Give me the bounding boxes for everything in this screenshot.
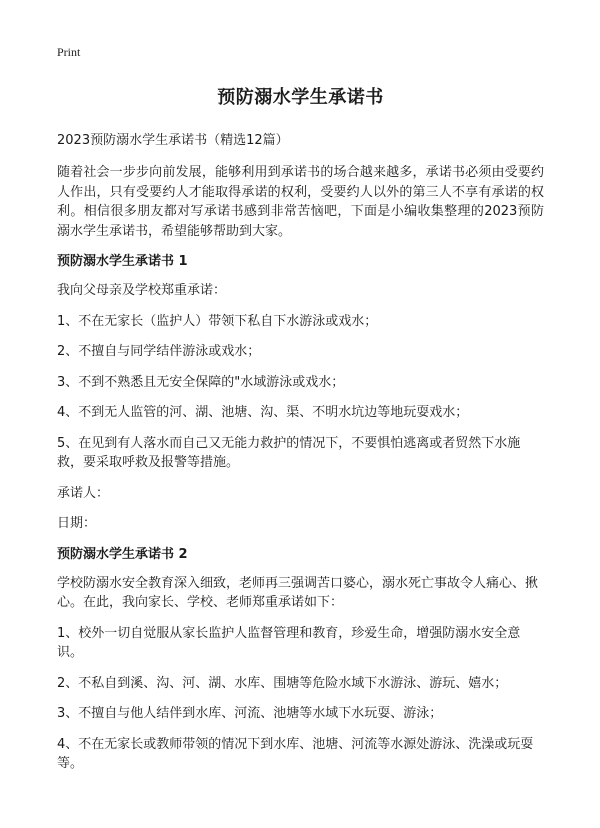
section-1-item-2: 2、不擅自与同学结伴游泳或戏水； bbox=[57, 344, 261, 359]
section-1-item-5: 5、在见到有人落水而自己又无能力救护的情况下，不要惧怕逃离或者贸然下水施救，要采取呼救及报警等措施。 bbox=[57, 435, 521, 470]
page-title: 预防溺水学生承诺书 bbox=[217, 87, 384, 108]
section-1-lead: 我向父母亲及学校郑重承诺： bbox=[57, 283, 227, 298]
section-2-lead: 学校防溺水安全教育深入细致，老师再三强调苦口婆心，溺水死亡事故令人痛心、揪心。在此，我向家长、学校、老师郑重承诺如下： bbox=[57, 575, 539, 610]
section-1-heading: 预防溺水学生承诺书 1 bbox=[57, 254, 188, 269]
section-2-item-4: 4、不在无家长或教师带领的情况下到水库、池塘、河流等水源处游泳、洗澡或玩耍等。 bbox=[57, 736, 534, 771]
section-2-item-2: 2、不私自到溪、沟、河、湖、水库、围塘等危险水域下水游泳、游玩、嬉水； bbox=[57, 675, 508, 691]
section-2-item-3: 3、不擅自与他人结伴到水库、河流、池塘等水域下水玩耍、游泳； bbox=[57, 706, 443, 721]
section-2-item-1: 1、校外一切自觉服从家长监护人监督管理和教育，珍爱生命，增强防溺水安全意识。 bbox=[57, 625, 521, 660]
section-1-item-1: 1、不在无家长（监护人）带领下私自下水游泳或戏水； bbox=[57, 313, 378, 329]
section-2-heading: 预防溺水学生承诺书 2 bbox=[57, 546, 188, 562]
print-link[interactable]: Print bbox=[57, 45, 81, 59]
section-1-item-3: 3、不到不熟悉且无安全保障的"水域游泳或戏水； bbox=[57, 374, 345, 390]
intro-paragraph: 随着社会一步步向前发展，能够利用到承诺书的场合越来越多，承诺书必须由受要约人作出，只有受要约人才能取得承诺的权利，受要约人以外的第三人不享有承诺的权利。相信很多朋友都对写承诺书感到非常苦恼吧，下面是小编收集整理的2023预防溺水学生承诺书，希望能够帮助到大家。 bbox=[57, 165, 544, 239]
section-1-date: 日期： bbox=[57, 516, 97, 531]
section-1-signer: 承诺人： bbox=[57, 485, 110, 501]
subtitle: 2023预防溺水学生承诺书（精选12篇） bbox=[57, 133, 289, 148]
section-1-item-4: 4、不到无人监管的河、湖、池塘、沟、渠、不明水坑边等地玩耍戏水； bbox=[57, 405, 469, 420]
